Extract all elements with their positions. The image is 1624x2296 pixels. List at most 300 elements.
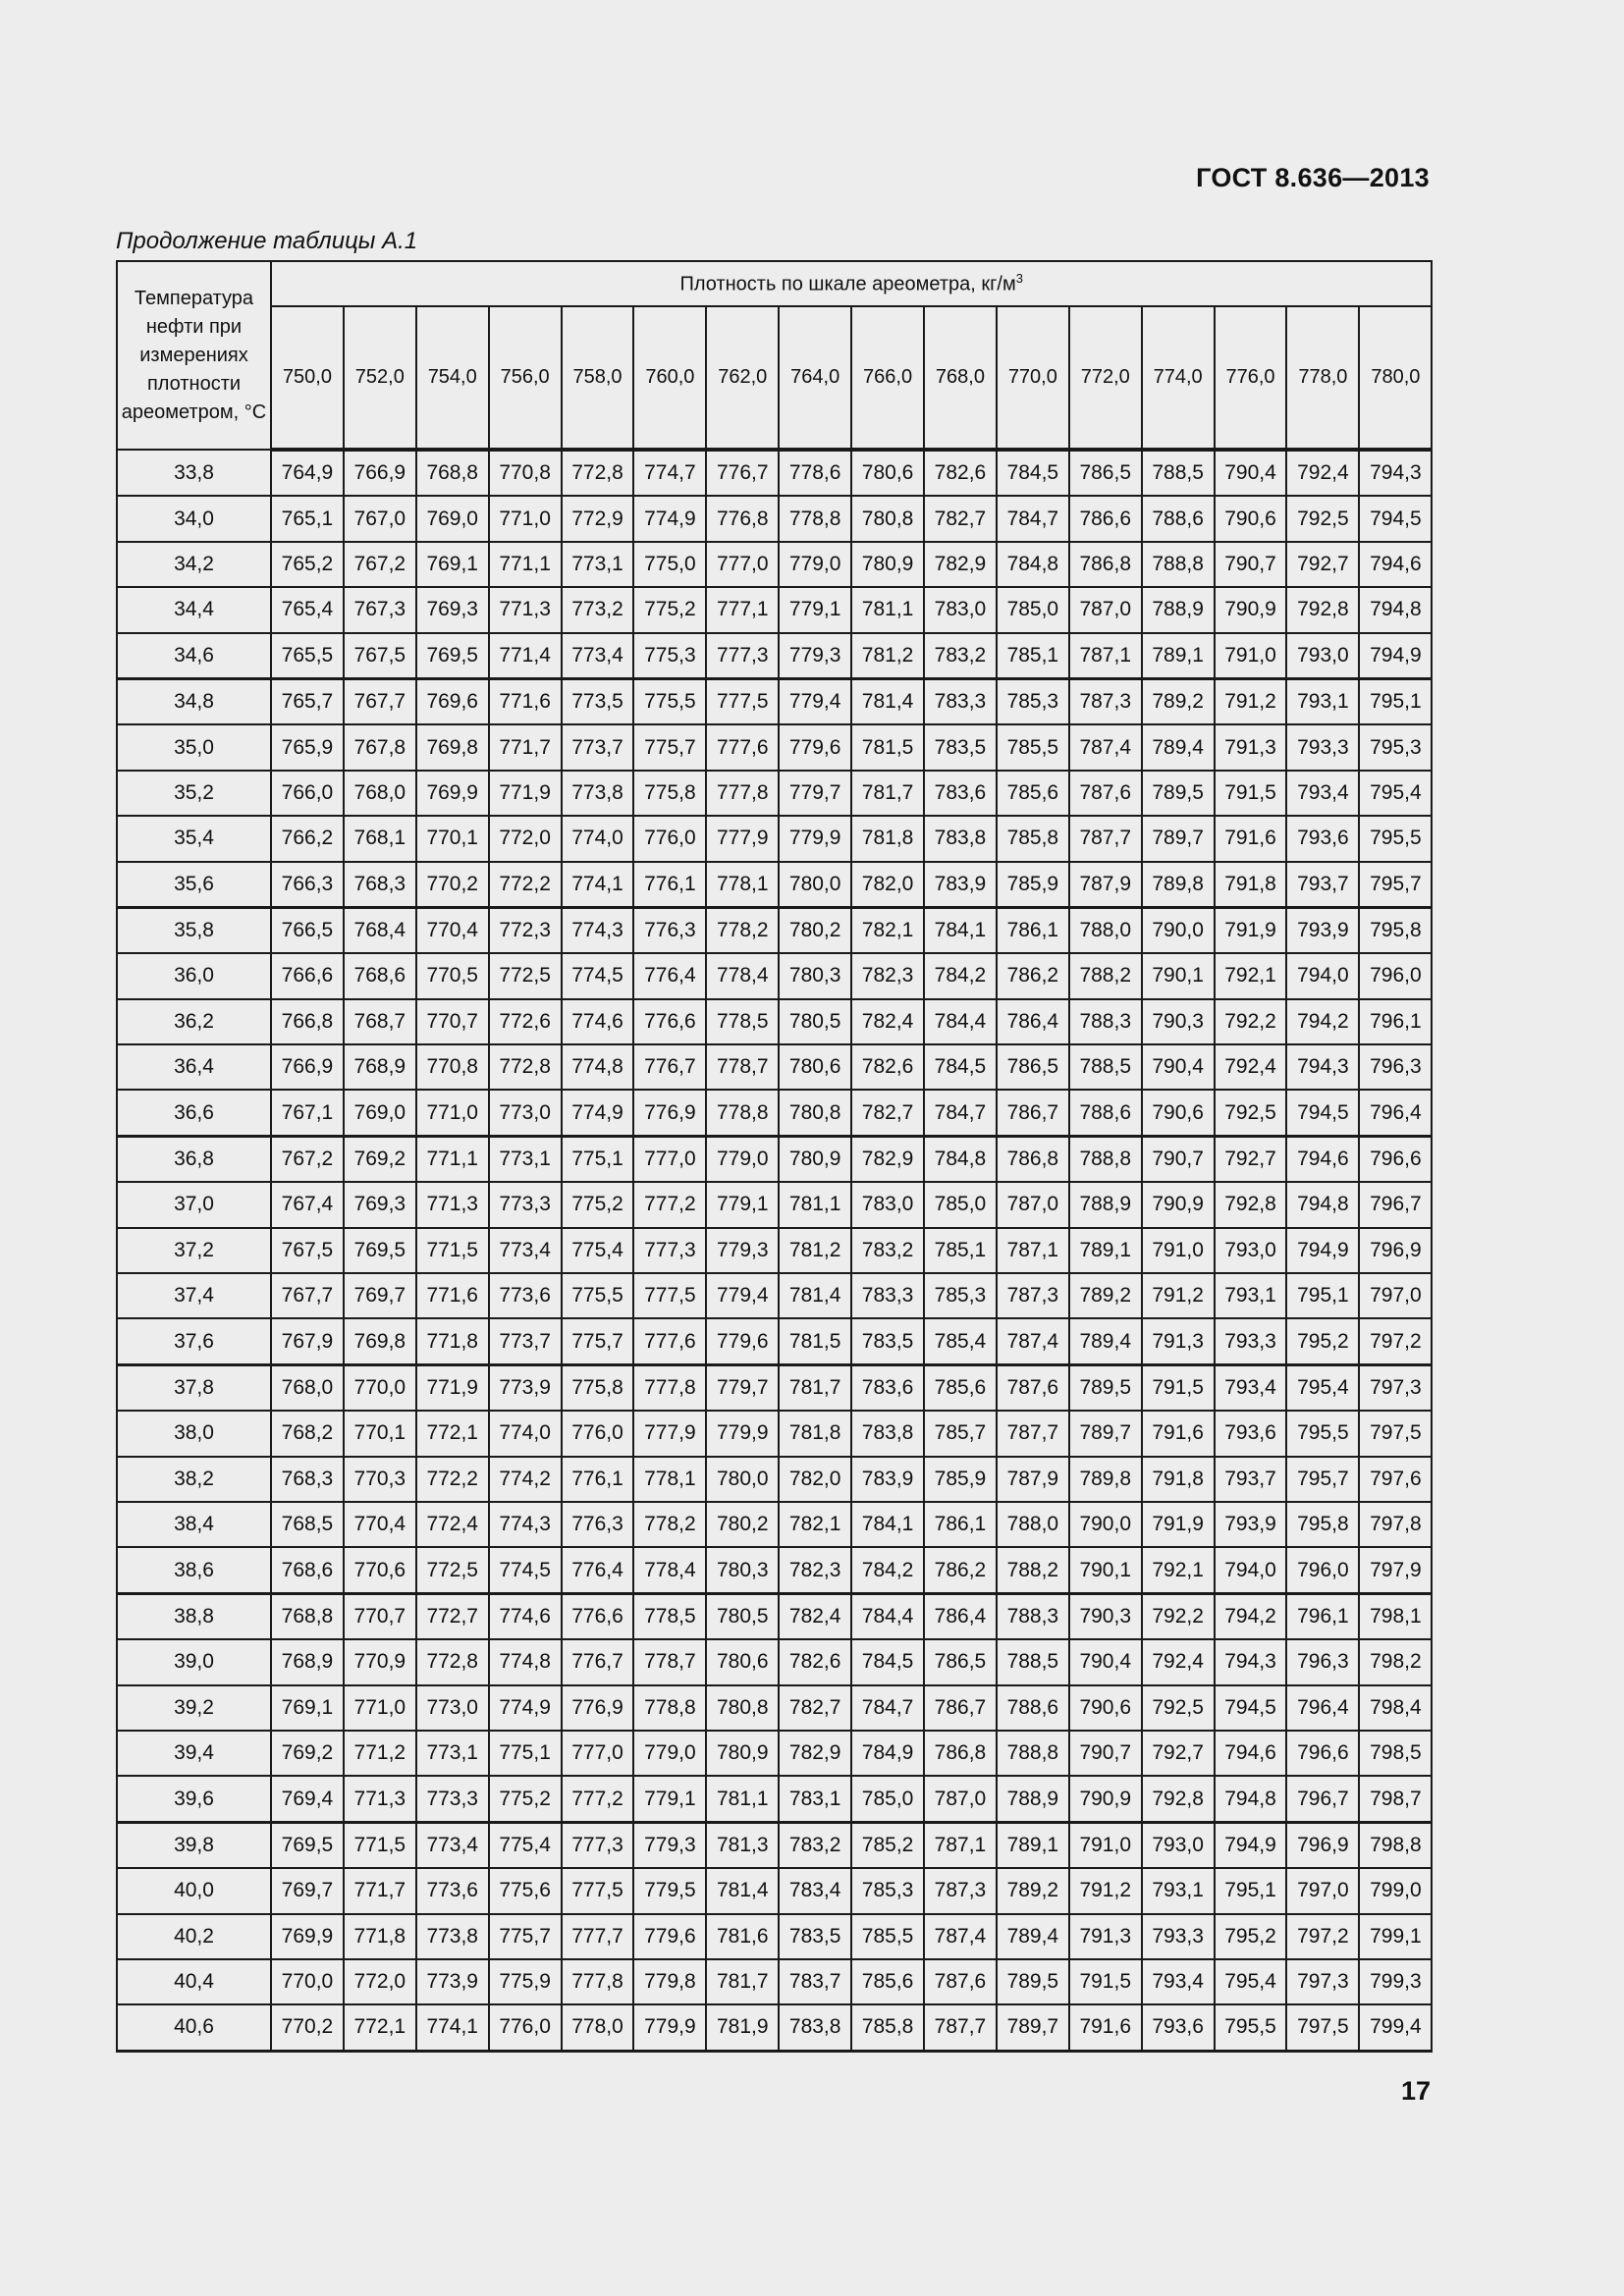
density-cell: 794,3: [1215, 1639, 1287, 1684]
density-cell: 781,7: [851, 771, 924, 816]
density-cell: 776,3: [562, 1502, 634, 1547]
density-cell: 771,6: [489, 678, 562, 724]
table-row: [117, 1914, 1432, 1959]
density-cell: 785,6: [851, 1959, 924, 2004]
temperature-cell: 35,6: [117, 862, 271, 908]
density-cell: 786,5: [1069, 450, 1142, 496]
density-cell: 791,0: [1069, 1822, 1142, 1868]
density-cell: 795,4: [1286, 1364, 1359, 1411]
density-cell: 777,5: [706, 678, 779, 724]
density-cell: 779,3: [779, 633, 851, 679]
density-cell: 797,5: [1286, 2004, 1359, 2051]
density-cell: 792,4: [1286, 450, 1359, 496]
density-cell: 792,4: [1215, 1044, 1287, 1090]
density-cell: 775,1: [489, 1731, 562, 1776]
density-cell: 776,4: [633, 953, 706, 998]
density-cell: 769,5: [344, 1228, 416, 1273]
density-cell: 772,8: [562, 450, 634, 496]
column-header: 766,0: [851, 306, 924, 450]
density-cell: 784,5: [924, 1044, 997, 1090]
density-cell: 764,9: [271, 450, 344, 496]
table-body: [117, 450, 1432, 2051]
density-cell: 776,9: [633, 1090, 706, 1136]
density-cell: 781,5: [779, 1318, 851, 1364]
density-cell: 797,2: [1359, 1318, 1432, 1364]
density-cell: 776,1: [562, 1457, 634, 1502]
density-cell: 781,1: [779, 1182, 851, 1227]
density-cell: 771,5: [416, 1228, 489, 1273]
column-header: 754,0: [416, 306, 489, 450]
density-cell: 771,7: [489, 724, 562, 770]
table-row: [117, 1959, 1432, 2004]
density-cell: 781,4: [779, 1273, 851, 1318]
density-cell: 785,6: [997, 771, 1069, 816]
temperature-cell: 40,6: [117, 2004, 271, 2051]
density-cell: 787,1: [924, 1822, 997, 1868]
density-cell: 798,1: [1359, 1593, 1432, 1639]
density-cell: 781,7: [706, 1959, 779, 2004]
density-cell: 786,8: [1069, 542, 1142, 587]
density-cell: 775,2: [633, 587, 706, 632]
density-cell: 776,0: [633, 816, 706, 861]
density-cell: 790,4: [1069, 1639, 1142, 1684]
table-row: [117, 1411, 1432, 1456]
density-cell: 791,9: [1142, 1502, 1215, 1547]
density-cell: 769,2: [271, 1731, 344, 1776]
table-row: [117, 1822, 1432, 1868]
density-cell: 769,3: [344, 1182, 416, 1227]
density-cell: 778,2: [633, 1502, 706, 1547]
density-cell: 774,8: [562, 1044, 634, 1090]
density-cell: 791,6: [1215, 816, 1287, 861]
density-cell: 795,1: [1359, 678, 1432, 724]
density-cell: 765,7: [271, 678, 344, 724]
density-cell: 791,5: [1215, 771, 1287, 816]
density-cell: 788,6: [997, 1685, 1069, 1731]
density-cell: 780,8: [851, 496, 924, 541]
density-cell: 783,6: [924, 771, 997, 816]
density-cell: 768,3: [344, 862, 416, 908]
density-cell: 784,9: [851, 1731, 924, 1776]
density-cell: 773,0: [416, 1685, 489, 1731]
density-cell: 795,4: [1215, 1959, 1287, 2004]
density-cell: 778,5: [633, 1593, 706, 1639]
table-row: [117, 771, 1432, 816]
density-cell: 788,3: [1069, 999, 1142, 1044]
density-cell: 793,3: [1215, 1318, 1287, 1364]
density-cell: 773,3: [416, 1776, 489, 1822]
density-cell: 795,7: [1359, 862, 1432, 908]
density-cell: 777,3: [562, 1822, 634, 1868]
table-caption: Продолжение таблицы А.1: [116, 228, 418, 254]
temperature-cell: 34,2: [117, 542, 271, 587]
temperature-cell: 38,2: [117, 1457, 271, 1502]
density-cell: 794,3: [1359, 450, 1432, 496]
density-cell: 779,4: [706, 1273, 779, 1318]
temperature-cell: 37,8: [117, 1364, 271, 1411]
density-cell: 771,3: [489, 587, 562, 632]
density-cell: 794,8: [1359, 587, 1432, 632]
density-cell: 795,2: [1215, 1914, 1287, 1959]
density-cell: 766,5: [271, 907, 344, 953]
temperature-cell: 40,2: [117, 1914, 271, 1959]
density-cell: 779,5: [633, 1868, 706, 1913]
temperature-cell: 37,6: [117, 1318, 271, 1364]
density-cell: 777,5: [633, 1273, 706, 1318]
density-cell: 766,6: [271, 953, 344, 998]
density-cell: 773,1: [562, 542, 634, 587]
density-cell: 771,9: [416, 1364, 489, 1411]
density-cell: 772,1: [416, 1411, 489, 1456]
table-row: [117, 2004, 1432, 2051]
density-cell: 771,0: [489, 496, 562, 541]
table-row: [117, 907, 1432, 953]
column-header: 768,0: [924, 306, 997, 450]
density-cell: 788,9: [1142, 587, 1215, 632]
density-cell: 790,9: [1215, 587, 1287, 632]
density-cell: 791,5: [1142, 1364, 1215, 1411]
density-cell: 779,1: [779, 587, 851, 632]
density-cell: 787,3: [924, 1868, 997, 1913]
density-cell: 784,8: [997, 542, 1069, 587]
density-cell: 796,4: [1286, 1685, 1359, 1731]
density-cell: 786,7: [997, 1090, 1069, 1136]
density-cell: 772,8: [416, 1639, 489, 1684]
density-cell: 778,7: [633, 1639, 706, 1684]
density-cell: 787,6: [924, 1959, 997, 2004]
density-cell: 780,6: [779, 1044, 851, 1090]
density-cell: 774,8: [489, 1639, 562, 1684]
density-cell: 784,8: [924, 1136, 997, 1182]
density-cell: 780,5: [779, 999, 851, 1044]
density-cell: 776,7: [562, 1639, 634, 1684]
density-cell: 767,2: [344, 542, 416, 587]
density-cell: 774,9: [489, 1685, 562, 1731]
temperature-cell: 40,4: [117, 1959, 271, 2004]
density-cell: 777,1: [706, 587, 779, 632]
density-cell: 778,0: [562, 2004, 634, 2051]
temperature-cell: 33,8: [117, 450, 271, 496]
density-cell: 777,6: [706, 724, 779, 770]
density-cell: 765,2: [271, 542, 344, 587]
density-cell: 788,9: [1069, 1182, 1142, 1227]
density-cell: 770,7: [344, 1593, 416, 1639]
density-cell: 773,7: [489, 1318, 562, 1364]
density-cell: 772,2: [416, 1457, 489, 1502]
density-cell: 775,9: [489, 1959, 562, 2004]
density-cell: 794,0: [1215, 1547, 1287, 1593]
density-cell: 783,7: [779, 1959, 851, 2004]
density-cell: 790,3: [1142, 999, 1215, 1044]
density-cell: 769,5: [416, 633, 489, 679]
density-cell: 780,6: [851, 450, 924, 496]
density-cell: 794,6: [1359, 542, 1432, 587]
density-cell: 784,2: [851, 1547, 924, 1593]
density-cell: 774,6: [562, 999, 634, 1044]
density-cell: 790,6: [1142, 1090, 1215, 1136]
density-cell: 798,8: [1359, 1822, 1432, 1868]
density-cell: 793,6: [1286, 816, 1359, 861]
density-cell: 782,6: [924, 450, 997, 496]
density-cell: 790,4: [1142, 1044, 1215, 1090]
density-cell: 787,0: [997, 1182, 1069, 1227]
density-cell: 769,8: [416, 724, 489, 770]
density-cell: 786,8: [924, 1731, 997, 1776]
density-cell: 794,9: [1286, 1228, 1359, 1273]
density-cell: 796,0: [1359, 953, 1432, 998]
density-cell: 795,2: [1286, 1318, 1359, 1364]
density-cell: 788,6: [1069, 1090, 1142, 1136]
density-cell: 797,6: [1359, 1457, 1432, 1502]
density-cell: 782,9: [851, 1136, 924, 1182]
density-cell: 770,8: [489, 450, 562, 496]
density-cell: 778,8: [633, 1685, 706, 1731]
density-cell: 788,9: [997, 1776, 1069, 1822]
table-row: [117, 1639, 1432, 1684]
density-cell: 769,9: [271, 1914, 344, 1959]
column-header: 774,0: [1142, 306, 1215, 450]
density-cell: 782,6: [851, 1044, 924, 1090]
density-cell: 782,7: [924, 496, 997, 541]
density-cell: 778,1: [706, 862, 779, 908]
density-cell: 771,3: [344, 1776, 416, 1822]
density-cell: 781,5: [851, 724, 924, 770]
density-cell: 783,9: [924, 862, 997, 908]
density-cell: 785,6: [924, 1364, 997, 1411]
density-cell: 788,8: [1069, 1136, 1142, 1182]
temperature-cell: 39,0: [117, 1639, 271, 1684]
density-cell: 766,9: [271, 1044, 344, 1090]
density-cell: 786,7: [924, 1685, 997, 1731]
density-cell: 772,1: [344, 2004, 416, 2051]
density-cell: 781,4: [851, 678, 924, 724]
density-cell: 765,1: [271, 496, 344, 541]
table-row: [117, 862, 1432, 908]
temperature-cell: 35,0: [117, 724, 271, 770]
density-cell: 788,8: [997, 1731, 1069, 1776]
temperature-cell: 39,8: [117, 1822, 271, 1868]
density-cell: 775,0: [633, 542, 706, 587]
density-cell: 783,8: [924, 816, 997, 861]
temperature-cell: 34,6: [117, 633, 271, 679]
density-cell: 784,1: [851, 1502, 924, 1547]
density-cell: 781,1: [706, 1776, 779, 1822]
density-cell: 783,5: [851, 1318, 924, 1364]
density-cell: 778,1: [633, 1457, 706, 1502]
density-cell: 785,7: [924, 1411, 997, 1456]
density-cell: 786,1: [997, 907, 1069, 953]
density-cell: 782,3: [851, 953, 924, 998]
density-cell: 777,6: [633, 1318, 706, 1364]
temperature-cell: 36,6: [117, 1090, 271, 1136]
density-cell: 793,1: [1286, 678, 1359, 724]
density-cell: 794,8: [1215, 1776, 1287, 1822]
density-cell: 771,3: [416, 1182, 489, 1227]
density-cell: 765,4: [271, 587, 344, 632]
density-cell: 767,7: [271, 1273, 344, 1318]
density-cell: 780,9: [706, 1731, 779, 1776]
density-cell: 789,2: [997, 1868, 1069, 1913]
table-row: [117, 678, 1432, 724]
density-cell: 773,4: [489, 1228, 562, 1273]
density-cell: 786,2: [997, 953, 1069, 998]
density-cell: 771,0: [344, 1685, 416, 1731]
density-cell: 791,6: [1069, 2004, 1142, 2051]
density-cell: 771,5: [344, 1822, 416, 1868]
table-row: [117, 1228, 1432, 1273]
density-cell: 776,1: [633, 862, 706, 908]
density-cell: 796,3: [1359, 1044, 1432, 1090]
density-cell: 789,2: [1142, 678, 1215, 724]
density-cell: 793,9: [1286, 907, 1359, 953]
density-cell: 767,1: [271, 1090, 344, 1136]
density-cell: 782,9: [924, 542, 997, 587]
density-cell: 793,6: [1142, 2004, 1215, 2051]
density-cell: 783,5: [779, 1914, 851, 1959]
density-cell: 768,4: [344, 907, 416, 953]
density-cell: 775,4: [489, 1822, 562, 1868]
density-header-unit-sup: 3: [1015, 271, 1023, 287]
document-code: ГОСТ 8.636—2013: [1196, 163, 1430, 192]
density-cell: 767,5: [271, 1228, 344, 1273]
density-cell: 795,7: [1286, 1457, 1359, 1502]
density-cell: 795,1: [1286, 1273, 1359, 1318]
density-cell: 784,5: [851, 1639, 924, 1684]
density-cell: 770,1: [344, 1411, 416, 1456]
density-cell: 795,5: [1215, 2004, 1287, 2051]
table-row: [117, 542, 1432, 587]
density-cell: 789,8: [1069, 1457, 1142, 1502]
density-cell: 779,7: [706, 1364, 779, 1411]
density-cell: 775,2: [562, 1182, 634, 1227]
density-cell: 769,9: [416, 771, 489, 816]
density-table: [116, 260, 1433, 2053]
density-cell: 794,5: [1286, 1090, 1359, 1136]
density-cell: 785,8: [997, 816, 1069, 861]
density-cell: 769,0: [344, 1090, 416, 1136]
density-cell: 780,5: [706, 1593, 779, 1639]
density-cell: 773,2: [562, 587, 634, 632]
density-cell: 769,0: [416, 496, 489, 541]
column-header-row: [117, 306, 1432, 450]
density-cell: 767,3: [344, 587, 416, 632]
density-cell: 784,7: [851, 1685, 924, 1731]
density-cell: 770,2: [416, 862, 489, 908]
temperature-cell: 34,0: [117, 496, 271, 541]
density-cell: 785,3: [924, 1273, 997, 1318]
column-header: 776,0: [1215, 306, 1287, 450]
density-cell: 784,5: [997, 450, 1069, 496]
table-row: [117, 633, 1432, 679]
density-cell: 777,3: [633, 1228, 706, 1273]
density-cell: 791,0: [1215, 633, 1287, 679]
density-cell: 796,7: [1359, 1182, 1432, 1227]
density-cell: 777,0: [706, 542, 779, 587]
density-cell: 796,3: [1286, 1639, 1359, 1684]
temperature-cell: 37,2: [117, 1228, 271, 1273]
density-cell: 782,7: [851, 1090, 924, 1136]
density-cell: 795,5: [1359, 816, 1432, 861]
density-cell: 790,6: [1215, 496, 1287, 541]
density-cell: 770,3: [344, 1457, 416, 1502]
density-cell: 780,0: [706, 1457, 779, 1502]
density-cell: 794,9: [1359, 633, 1432, 679]
density-cell: 774,1: [416, 2004, 489, 2051]
column-header: 764,0: [779, 306, 851, 450]
density-cell: 772,2: [489, 862, 562, 908]
density-cell: 799,1: [1359, 1914, 1432, 1959]
table-row: [117, 724, 1432, 770]
density-cell: 797,9: [1359, 1547, 1432, 1593]
density-cell: 774,1: [562, 862, 634, 908]
density-cell: 795,8: [1286, 1502, 1359, 1547]
density-cell: 768,8: [416, 450, 489, 496]
density-cell: 789,1: [997, 1822, 1069, 1868]
density-cell: 791,3: [1215, 724, 1287, 770]
density-cell: 771,2: [344, 1731, 416, 1776]
density-cell: 789,1: [1142, 633, 1215, 679]
density-cell: 779,0: [779, 542, 851, 587]
page-number: 17: [1400, 2076, 1431, 2106]
density-cell: 775,2: [489, 1776, 562, 1822]
density-cell: 797,3: [1359, 1364, 1432, 1411]
density-cell: 774,7: [633, 450, 706, 496]
density-cell: 794,2: [1286, 999, 1359, 1044]
density-cell: 770,0: [344, 1364, 416, 1411]
density-cell: 787,6: [997, 1364, 1069, 1411]
density-cell: 783,3: [851, 1273, 924, 1318]
density-cell: 779,4: [779, 678, 851, 724]
density-cell: 773,4: [416, 1822, 489, 1868]
table-row: [117, 1593, 1432, 1639]
density-cell: 776,4: [562, 1547, 634, 1593]
density-cell: 774,9: [562, 1090, 634, 1136]
density-cell: 792,8: [1215, 1182, 1287, 1227]
density-cell: 766,2: [271, 816, 344, 861]
density-cell: 778,4: [633, 1547, 706, 1593]
density-cell: 785,9: [997, 862, 1069, 908]
density-cell: 772,4: [416, 1502, 489, 1547]
density-cell: 773,4: [562, 633, 634, 679]
density-cell: 776,6: [562, 1593, 634, 1639]
density-cell: 773,3: [489, 1182, 562, 1227]
density-cell: 768,2: [271, 1411, 344, 1456]
density-cell: 786,6: [1069, 496, 1142, 541]
density-cell: 783,0: [924, 587, 997, 632]
temperature-cell: 38,6: [117, 1547, 271, 1593]
density-cell: 777,9: [706, 816, 779, 861]
density-cell: 794,3: [1286, 1044, 1359, 1090]
density-cell: 777,7: [562, 1914, 634, 1959]
density-cell: 782,1: [851, 907, 924, 953]
density-cell: 779,8: [633, 1959, 706, 2004]
temperature-cell: 36,8: [117, 1136, 271, 1182]
density-cell: 795,4: [1359, 771, 1432, 816]
column-header: 760,0: [633, 306, 706, 450]
density-cell: 768,7: [344, 999, 416, 1044]
density-cell: 783,2: [779, 1822, 851, 1868]
density-cell: 797,3: [1286, 1959, 1359, 2004]
density-cell: 792,4: [1142, 1639, 1215, 1684]
density-cell: 772,5: [489, 953, 562, 998]
density-cell: 792,5: [1286, 496, 1359, 541]
density-cell: 782,9: [779, 1731, 851, 1776]
density-cell: 794,5: [1215, 1685, 1287, 1731]
table-row: [117, 1273, 1432, 1318]
density-cell: 772,9: [562, 496, 634, 541]
density-cell: 784,2: [924, 953, 997, 998]
density-cell: 768,3: [271, 1457, 344, 1502]
